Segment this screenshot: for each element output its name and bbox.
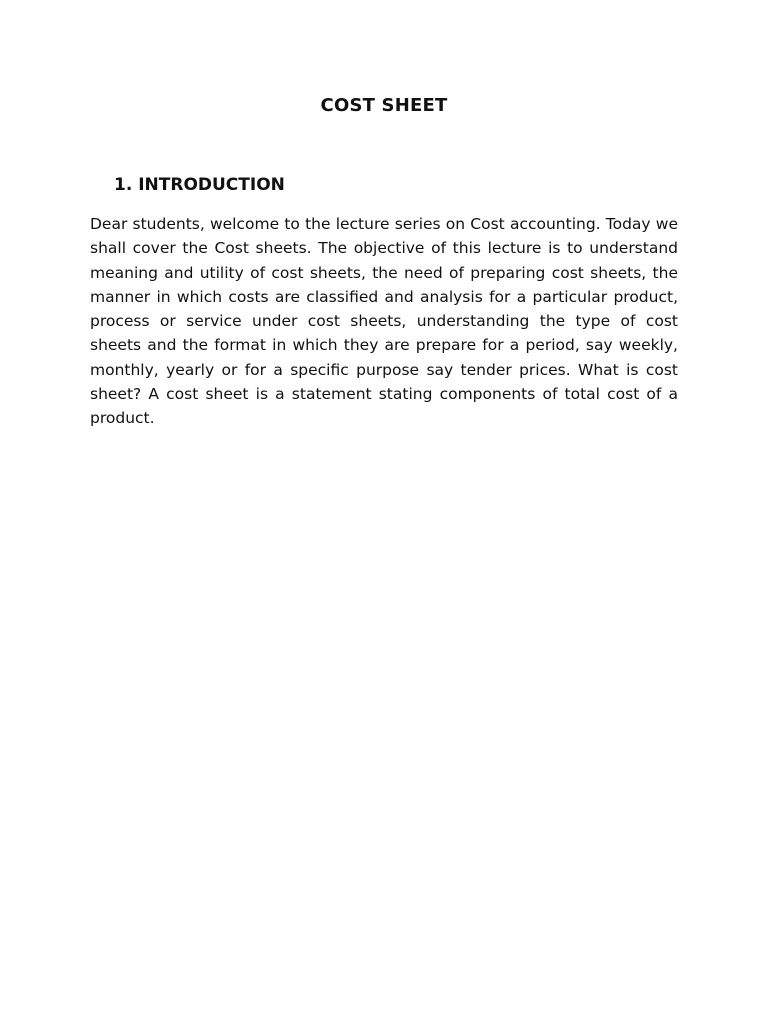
- section-heading: 1. INTRODUCTION: [114, 175, 285, 195]
- page-title: COST SHEET: [320, 95, 448, 116]
- intro-paragraph: Dear students, welcome to the lecture series on Cost accounting. Today we shall cover the Cost sheets. The objective of this lecture is to understand meaning and utility of cost sheets, the need of preparing cost sheets, the manner in which costs are classified and analysis for a particular product, process or service under cost sheets, understanding the type of cost sheets and the format in which they are prepare for a period, say weekly, monthly, yearly or for a specific purpose say tender prices. What is cost sheet? A cost sheet is a statement stating components of total cost of a product.: [90, 215, 678, 428]
